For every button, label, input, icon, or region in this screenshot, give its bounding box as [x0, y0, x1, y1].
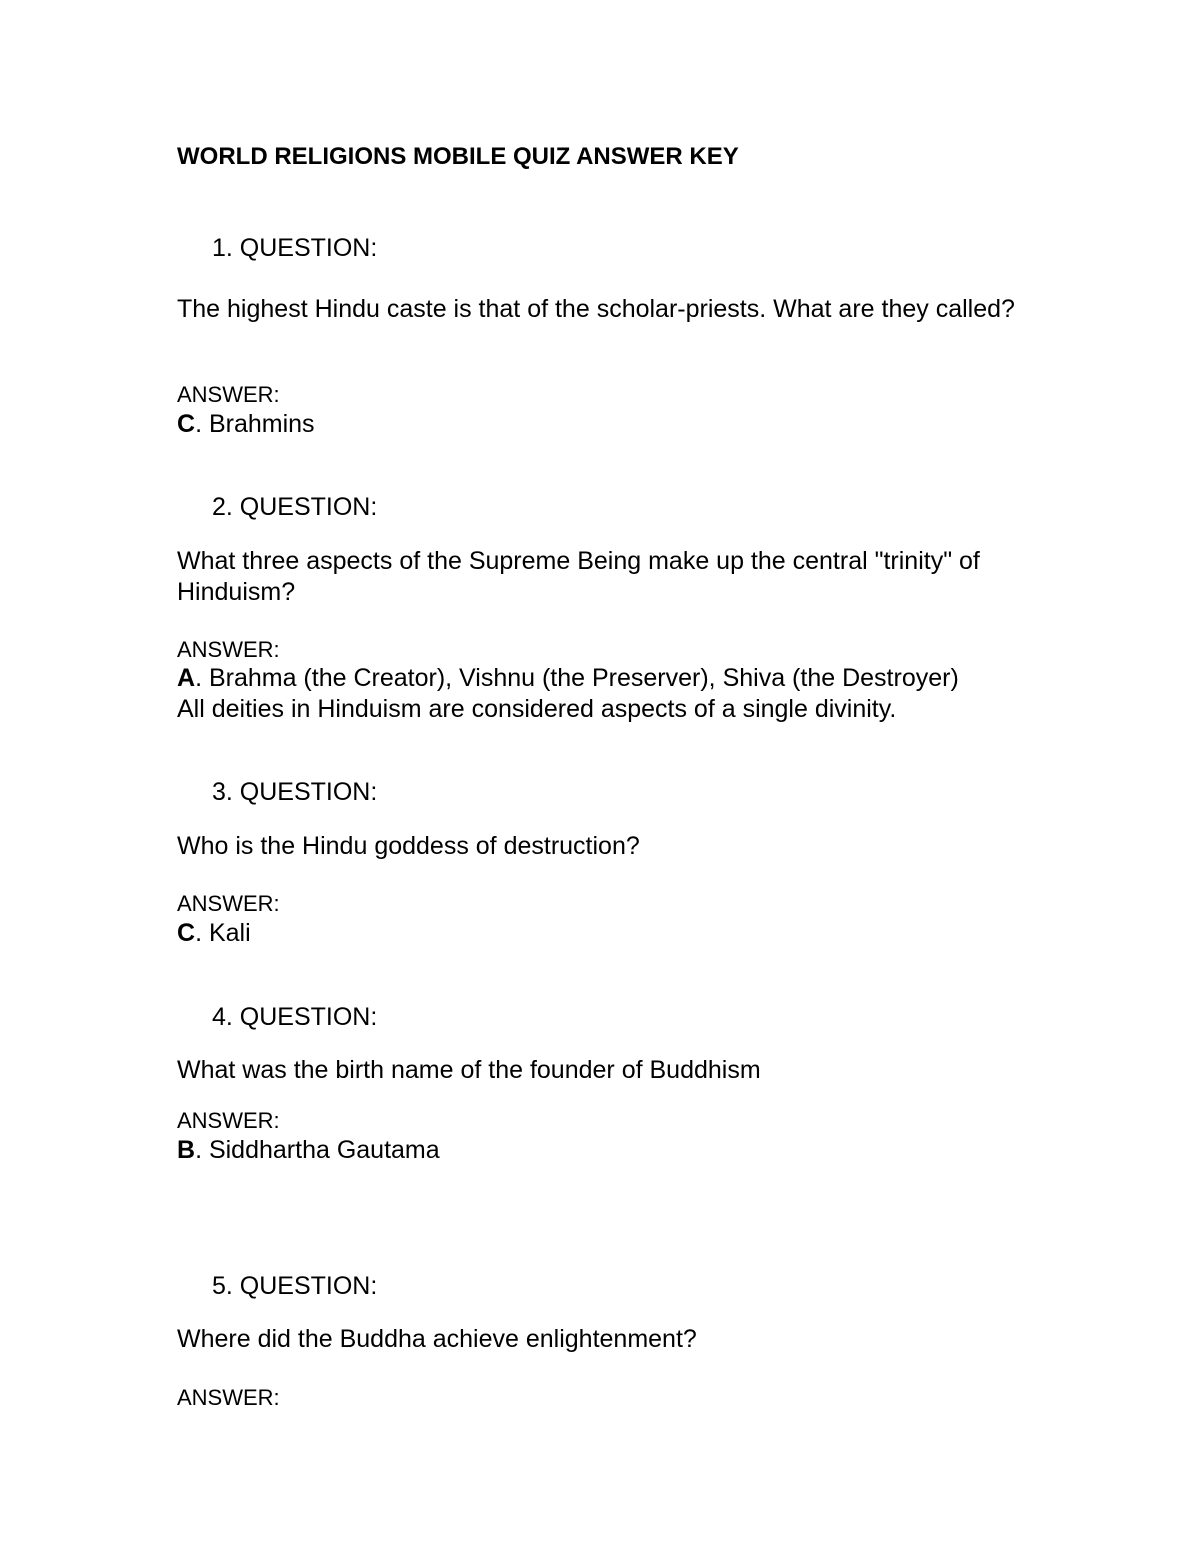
answer-1-letter: C — [177, 410, 196, 438]
answer-3-letter: C — [177, 919, 196, 947]
answer-4-letter: B — [177, 1136, 196, 1164]
answer-4 — [177, 1135, 1057, 1166]
answer-2-text: . Brahma (the Creator), Vishnu (the Preserver), Shiva (the Destroyer) — [195, 664, 959, 692]
answer-2-note: All deities in Hinduism are considered aspects of a single divinity. — [177, 695, 897, 723]
answer-2-label: ANSWER: — [177, 637, 280, 662]
answer-1-label: ANSWER: — [177, 382, 280, 407]
question-1-heading: 1. QUESTION: — [212, 234, 378, 262]
question-3-text: Who is the Hindu goddess of destruction? — [177, 832, 640, 860]
answer-3-label: ANSWER: — [177, 891, 280, 916]
answer-4-label: ANSWER: — [177, 1108, 280, 1133]
question-2-heading: 2. QUESTION: — [212, 493, 378, 521]
answer-5-label: ANSWER: — [177, 1385, 280, 1410]
question-5-text: Where did the Buddha achieve enlightenment? — [177, 1325, 697, 1353]
question-4-heading: 4. QUESTION: — [212, 1003, 378, 1031]
answer-2 — [177, 663, 1057, 694]
question-1-text: The highest Hindu caste is that of the scholar-priests. What are they called? — [177, 295, 1015, 323]
answer-2-letter: A — [177, 664, 196, 692]
answer-3 — [177, 918, 1057, 949]
answer-4-text: . Siddhartha Gautama — [195, 1136, 440, 1164]
document-title: WORLD RELIGIONS MOBILE QUIZ ANSWER KEY — [177, 143, 739, 170]
question-5-heading: 5. QUESTION: — [212, 1272, 378, 1300]
answer-3-text: . Kali — [195, 919, 251, 947]
question-2-text: What three aspects of the Supreme Being make up the central "trinity" of Hinduism? — [177, 547, 980, 606]
answer-1 — [177, 409, 1057, 440]
question-4-text: What was the birth name of the founder of Buddhism — [177, 1056, 761, 1084]
question-3-heading: 3. QUESTION: — [212, 778, 378, 806]
answer-1-text: . Brahmins — [195, 410, 315, 438]
